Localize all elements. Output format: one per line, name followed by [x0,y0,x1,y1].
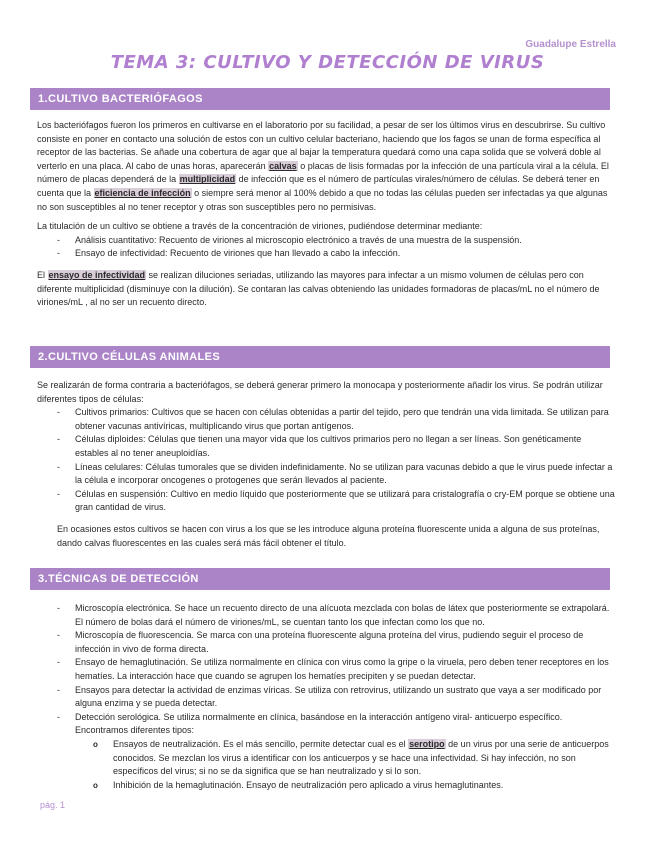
sub-list-item [75,738,615,779]
text-run: o placas de lisis formadas por la infección de una partícula viral a la célula. El número de placas dependerá de la [37,160,609,185]
highlighted-term: ensayo de infectividad [48,269,146,280]
highlighted-term: multiplicidad [179,174,236,185]
bullet-list [37,406,615,515]
list-item: - Líneas celulares: Células tumorales que se dividen indefinidamente. No se utilizan para vacunas debido a que le virus puede infectar a la célula e incorporar oncogenes o protogenes que serán llevados al paciente. [37,461,615,488]
paragraph: En ocasiones estos cultivos se hacen con virus a los que se les introduce alguna proteína fluorescente unida a alguna de sus proteínas, dando calvas fluorescentes en las cuales será más fácil obtener el título. [57,523,600,548]
section-heading-celulas-animales: 2.CULTIVO CÉLULAS ANIMALES [30,346,610,368]
sub-list-item: o Inhibición de la hemaglutinación. Ensayo de neutralización pero aplicado a virus hemaglutinantes. [75,779,615,793]
text-run: de infección que es el número de partículas virales/número de células. Se deberá tener en cuenta que la [37,174,600,198]
list-item: - Cultivos primarios: Cultivos que se hacen con células obtenidas a partir del tejido, pero que tendrán una vida limitada. Se utilizan para obtener vacunas antivíricas, multiplicando virus que portan antígenos. [37,406,615,433]
text-run: o siempre será menor al 100% debido a que no todas las células pueden ser infectadas ya que algunas no son susceptibles al no tener receptor y otras son susceptibles pero no permisivas. [37,187,608,212]
highlighted-term: eficiencia de infección [94,187,191,198]
sub-bullet-list [75,738,615,792]
highlighted-term: serotipo [409,738,445,749]
text-run: de un virus por una serie de anticuerpos conocidos. Se mezclan los virus a identificar con los anticuerpos y se hace una infectividad. Si hay infección, no son específicos del virus; si no se da significa que se han neutralizado y si lo son. [113,738,609,777]
author-name: Guadalupe Estrella [525,39,616,50]
bullet-list [37,234,615,261]
list-item: - Ensayos para detectar la actividad de enzimas víricas. Se utiliza con retrovirus, utilizando un sustrato que vaya a ser modificado por alguna enzima y se pueda detectar. [37,684,615,711]
text-run: Detección serológica. Se utiliza normalmente en clínica, basándose en la interacción antígeno viral- anticuerpo específico. Encontramos diferentes tipos: [75,711,563,736]
list-item: - Microscopía electrónica. Se hace un recuento directo de una alícuota mezclada con bolas de látex que posteriormente se extrapolará. El número de bolas dará el número de viriones/mL, se cuentan tanto los que infectan como los que no. [37,602,615,629]
list-item: - Células en suspensión: Cultivo en medio líquido que posteriormente que se utilizará para cristalografía o cry-EM porque se obtiene una gran cantidad de virus. [37,488,615,515]
text-run: se realizan diluciones seriadas, utilizando las mayores para infectar a un mismo volumen de células pero con diferente multiplicidad (disminuye con la dilución). Se contaran las calvas obteniendo las unidades formadoras de placas/mL no el número de viriones/mL , al no ser un recuento directo. [37,269,600,308]
section-heading-bacteriofagos: 1.CULTIVO BACTERIÓFAGOS [30,88,610,110]
list-item: - Células diploides: Células que tienen una mayor vida que los cultivos primarios pero no llegan a ser líneas. Son genéticamente estables al no tener aneuploidías. [37,433,615,460]
text-run: Ensayos de neutralización. Es el más sencillo, permite detectar cual es el [113,738,409,749]
text-run: El [37,269,48,280]
highlighted-term: calvas [269,160,297,171]
section-body-tecnicas-deteccion [37,602,615,792]
document-title: TEMA 3: CULTIVO Y DETECCIÓN DE VIRUS [110,52,545,73]
list-item: - Ensayo de hemaglutinación. Se utiliza normalmente en clínica con virus como la gripe o la viruela, pero deben tener receptores en los hematíes. La interacción hace que cuando se agrupen los hematíes precipiten y se puedan detectar. [37,656,615,683]
section-body-celulas-animales [37,379,615,550]
section-body-bacteriofagos [37,119,615,310]
paragraph [37,119,615,214]
paragraph [37,269,615,310]
page-number: pág. 1 [40,800,66,810]
section-heading-tecnicas-deteccion: 3.TÉCNICAS DE DETECCIÓN [30,568,610,590]
paragraph: La titulación de un cultivo se obtiene a través de la concentración de viriones, pudiéndose determinar mediante: [37,221,483,232]
list-item: - Análisis cuantitativo: Recuento de viriones al microscopio electrónico a través de una muestra de la suspensión. [37,234,615,248]
list-item: - Microscopía de fluorescencia. Se marca con una proteína fluorescente alguna proteína del virus, pudiendo seguir el proceso de infección in vivo de forma directa. [37,629,615,656]
bullet-list [37,602,615,792]
text-run: Los bacteriófagos fueron los primeros en cultivarse en el laboratorio por su facilidad, a pesar de ser los últimos virus en descubrirse. Su cultivo consiste en poner en contacto una solución de estos con un cultivo celular bacteriano, haciendo que los fagos se unan de forma específica al receptor de las bacterias. Se añade una cobertura de agar que al bajar la temperatura quedará como una capa solida que se volverá doble al verterlo en una placa. Al cabo de unas horas, aparecerán [37,120,606,171]
list-item [37,711,615,793]
list-item: - Ensayo de infectividad: Recuento de viriones que han llevado a cabo la infección. [37,247,615,261]
paragraph: Se realizarán de forma contraria a bacteriófagos, se deberá generar primero la monocapa y posteriormente añadir los virus. Se podrán utilizar diferentes tipos de células: [37,380,603,404]
